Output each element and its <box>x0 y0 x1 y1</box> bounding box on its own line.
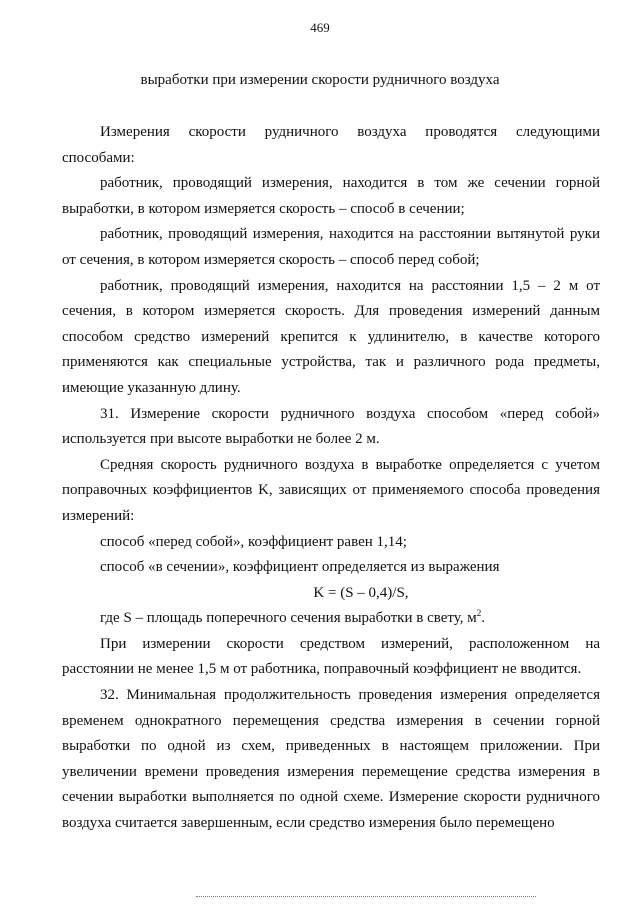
paragraph-correction-coefficients: Средняя скорость рудничного воздуха в выработке определяется с учетом поправочных коэффициентов K, зависящих от применяемого способа проведения измерений: <box>62 456 600 524</box>
paragraph-where-s <box>62 606 600 632</box>
document-body <box>62 120 600 837</box>
bottom-divider <box>196 896 536 897</box>
paragraph-coef-in-section: способ «в сечении», коэффициент определяется из выражения <box>100 559 500 576</box>
unit-suffix: . <box>481 610 485 627</box>
unit-superscript: 2 <box>476 608 482 619</box>
page-number: 469 <box>310 20 330 35</box>
paragraph-no-correction: При измерении скорости средством измерений, расположенном на расстоянии не менее 1,5 м от работника, поправочный коэффициент не вводится. <box>62 635 600 678</box>
paragraph-method-before-self: работник, проводящий измерения, находится на расстоянии вытянутой руки от сечения, в котором измеряется скорость – способ перед собой; <box>62 226 600 268</box>
paragraph-method-extension: работник, проводящий измерения, находится на расстоянии 1,5 – 2 м от сечения, в котором измеряется скорость. Для проведения измерений данным способом средство измерений крепится к удлинителю, в качестве которого применяются как специальные устройства, так и различного рода предметы, имеющие указанную длину. <box>62 277 600 396</box>
paragraph-coef-before-self: способ «перед собой», коэффициент равен 1,14; <box>100 533 407 550</box>
formula: K = (S – 0,4)/S, <box>313 584 409 601</box>
paragraph-item-32: 32. Минимальная продолжительность проведения измерения определяется временем однократного перемещения средства измерения в сечении горной выработки по одной из схем, приведенных в настоящем приложении. При увеличении времени проведения измерения перемещение средства измерения в сечении выработки выполняется по одной схеме. Измерение скорости рудничного воздуха считается завершенным, если средство измерения было перемещено <box>62 687 600 832</box>
paragraph-method-in-section: работник, проводящий измерения, находится в том же сечении горной выработки, в котором измеряется скорость – способ в сечении; <box>62 175 600 217</box>
paragraph-intro: Измерения скорости рудничного воздуха проводятся следующими способами: <box>62 124 600 166</box>
paragraph-item-31: 31. Измерение скорости рудничного воздуха способом «перед собой» используется при высоте выработки не более 2 м. <box>62 405 600 448</box>
where-s-text: где S – площадь поперечного сечения выработки в свету, м <box>100 610 477 627</box>
section-heading: выработки при измерении скорости рудничного воздуха <box>140 72 500 88</box>
